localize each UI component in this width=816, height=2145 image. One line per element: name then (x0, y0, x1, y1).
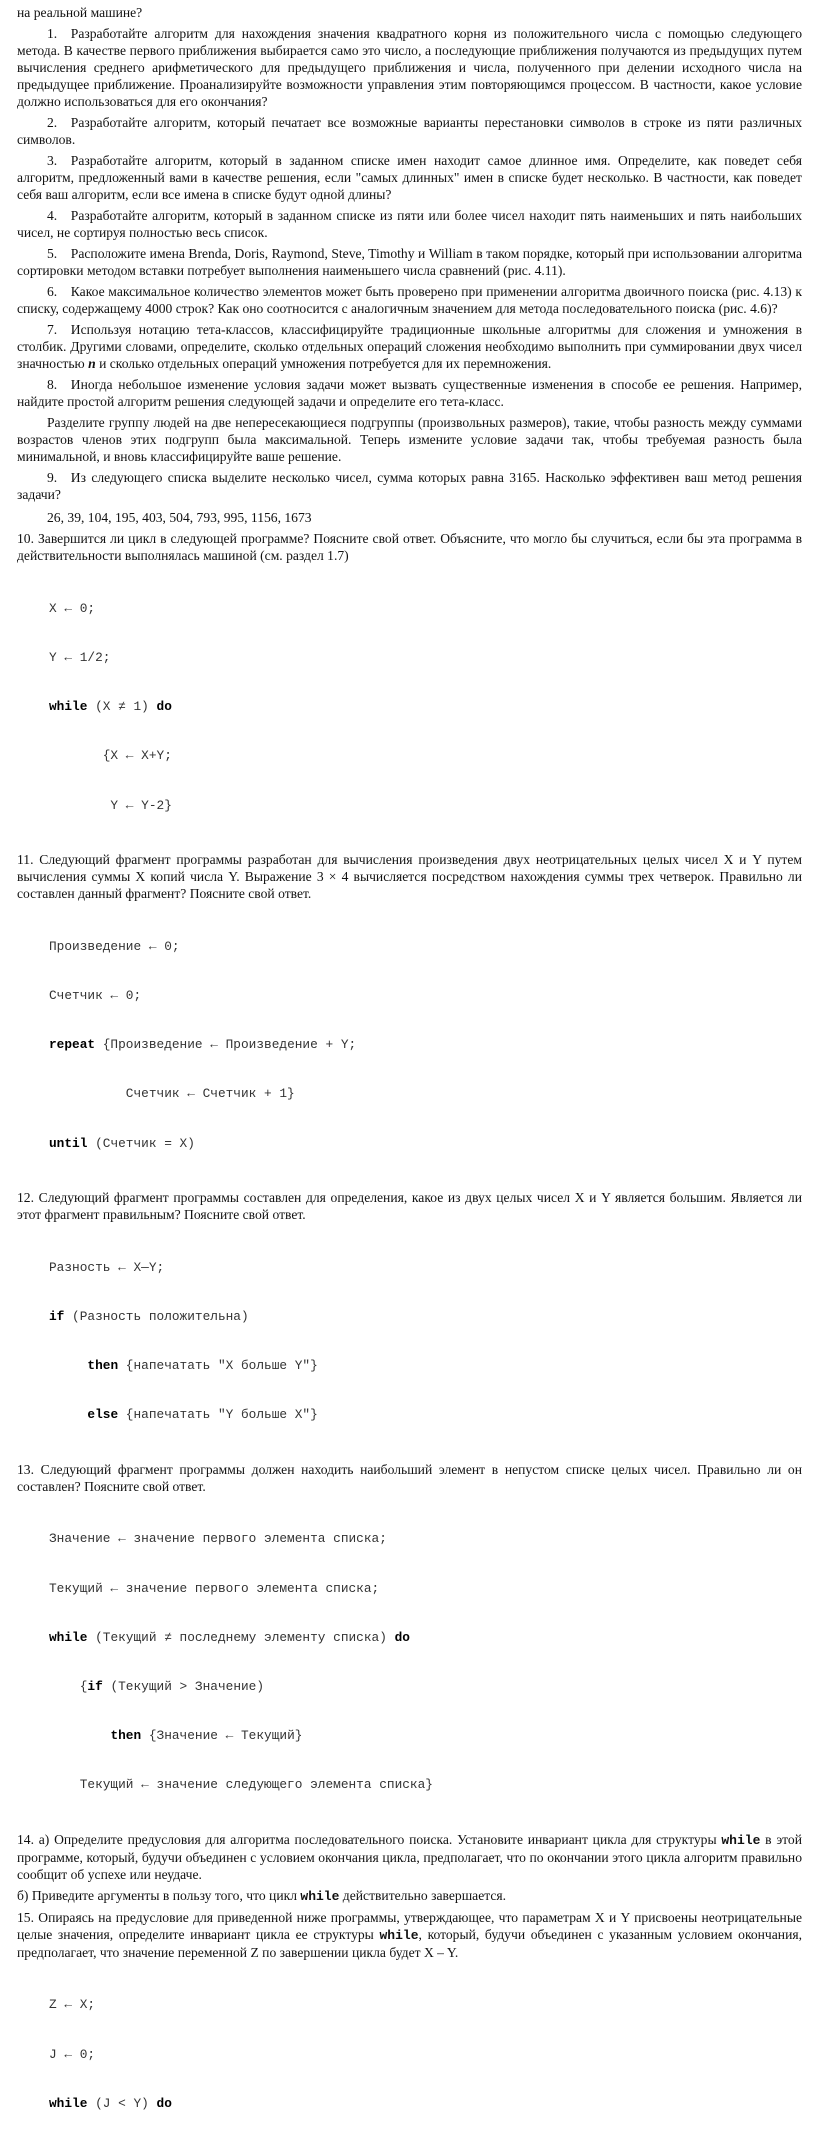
code-line: Значение ← значение первого элемента списка; (49, 1531, 387, 1547)
code-line: Счетчик ← 0; (49, 987, 142, 1003)
code-block-13 (49, 1499, 802, 1827)
code-line: while (X ≠ 1) do (49, 699, 172, 715)
keyword: do (394, 1629, 410, 1645)
code-line: until (Счетчик = X) (49, 1135, 195, 1151)
exercise-1: 1. Разработайте алгоритм для нахождения значения квадратного корня из положительного числа с помощью следующего метода. В качестве первого приближения выбирается само это число, а последующие приближения получаются из предыдущих путем вычисления среднего арифметического для предыдущего приближения и числа, полученного при делении исходного числа на предыдущее приближение. Проанализируйте возможности управления этим повторяющимся процессом. В частности, какое условие должно использоваться для его окончания? (17, 26, 802, 109)
exercise-7-text-a: 7. Используя нотацию тета-классов, классифицируйте традиционные школьные алгоритмы для сложения и умножения в столбик. Другими словами, определите, сколько отдельных операций сложения необходимо выполнить при суммировании двух чисел значностью (17, 322, 802, 371)
code-line: {if (Текущий > Значение) (49, 1678, 265, 1694)
exercise-14b: б) Приведите аргументы в пользу того, что цикл while действительно завершается. (17, 1887, 507, 1904)
code-line: if (Разность положительна) (49, 1308, 249, 1324)
keyword: then (87, 1358, 119, 1374)
keyword: if (49, 1308, 65, 1324)
exercise-11: 11. Следующий фрагмент программы разработан для вычисления произведения двух неотрицательных целых чисел X и Y путем вычисления суммы X копий числа Y. Выражение 3 × 4 вычисляется посредством нахождения суммы трех четверок. Правильно ли составлен данный фрагмент? Поясните свой ответ. (17, 851, 802, 901)
exercise-7-text-b: и сколько отдельных операций умножения потребуется для их перемножения. (95, 356, 552, 371)
code-line: repeat {Произведение ← Произведение + Y; (49, 1037, 357, 1053)
exercise-12: 12. Следующий фрагмент программы составлен для определения, какое из двух целых чисел X и Y является большим. Является ли этот фрагмент правильным? Поясните свой ответ. (17, 1189, 802, 1222)
code-line: Текущий ← значение первого элемента списка; (49, 1580, 380, 1596)
code-line: Z ← X; (49, 1997, 96, 2013)
number-list: 26, 39, 104, 195, 403, 504, 793, 995, 1156, 1673 (47, 510, 312, 525)
exercise-5: 5. Расположите имена Brenda, Doris, Raymond, Steve, Timothy и William в таком порядке, который при использовании алгоритма сортировки методом вставки потребует выполнения наименьшего числа сравнений (рис. 4.11). (17, 246, 802, 278)
exercise-3: 3. Разработайте алгоритм, который в заданном списке имен находит самое длинное имя. Определите, как поведет себя алгоритм, предложенный вами в качестве решения, если "самых длинных" имен в списке будет несколько. В частности, как поведет себя ваш алгоритм, если все имена в списке будут одной длины? (17, 153, 802, 202)
keyword: if (87, 1678, 103, 1694)
exercise-8: 8. Иногда небольшое изменение условия задачи может вызвать существенные изменения в способе ее решения. Например, найдите простой алгоритм решения следующей задачи и определите его тета-класс. (17, 377, 802, 409)
keyword: while (49, 1629, 88, 1645)
keyword: while (300, 1888, 340, 1904)
keyword: while (49, 699, 88, 715)
code-line: while (J < Y) do (49, 2095, 172, 2111)
keyword: do (156, 699, 172, 715)
code-block-10 (49, 568, 802, 847)
code-line: J ← 0; (49, 2046, 96, 2062)
code-line: Произведение ← 0; (49, 938, 180, 954)
keyword: do (156, 2095, 172, 2111)
paragraph-lead: на реальной машине? (17, 5, 143, 20)
exercise-9: 9. Из следующего списка выделите несколько чисел, сумма которых равна 3165. Насколько эффективен ваш метод решения задачи? (17, 470, 802, 502)
exercise-13: 13. Следующий фрагмент программы должен находить наибольший элемент в непустом списке целых чисел. Правильно ли он составлен? Поясните свой ответ. (17, 1461, 802, 1494)
code-line: Y ← Y-2} (49, 797, 172, 813)
code-line: else {напечатать "Y больше X"} (87, 1407, 318, 1423)
code-line: then {напечатать "X больше Y"} (87, 1358, 318, 1374)
keyword: then (110, 1728, 142, 1744)
code-line: then {Значение ← Текущий} (110, 1728, 303, 1744)
exercise-14a: 14. а) Определите предусловия для алгоритма последовательного поиска. Установите инвариант цикла для структуры while в этой программе, который, будучи объединен с условием окончания цикла, предполагает, что по окончании этого цикла алгоритм правильно сообщит об успехе или неудаче. (17, 1831, 802, 1882)
keyword: repeat (49, 1037, 96, 1053)
code-line: Y ← 1/2; (49, 650, 111, 666)
exercise-8-continued: Разделите группу людей на две непересекающиеся подгруппы (произвольных размеров), такие, чтобы разность между суммами возрастов членов этих подгрупп была максимальной. Теперь измените условие задачи так, чтобы требуемая разность была минимальной, и вновь классифицируйте ваше решение. (17, 415, 802, 464)
code-line: Разность ← X—Y; (49, 1259, 165, 1275)
exercise-7 (17, 321, 802, 372)
code-block-12 (49, 1227, 802, 1457)
keyword: while (379, 1927, 419, 1943)
keyword: while (721, 1832, 761, 1848)
keyword: else (87, 1407, 119, 1423)
code-line: while (Текущий ≠ последнему элементу списка) do (49, 1629, 410, 1645)
exercise-4: 4. Разработайте алгоритм, который в заданном списке из пяти или более чисел находит пять наименьших и пять наибольших чисел, не сортируя полностью весь список. (17, 208, 802, 240)
code-line: Текущий ← значение следующего элемента списка} (49, 1777, 433, 1793)
exercise-7-variable: n (88, 356, 96, 371)
keyword: until (49, 1135, 88, 1151)
exercise-6: 6. Какое максимальное количество элементов может быть проверено при применении алгоритма двоичного поиска (рис. 4.13) к списку, содержащему 4000 строк? Как оно соотносится с аналогичным значением для метода последовательного поиска (рис. 4.6)? (17, 284, 802, 316)
code-block-15 (49, 1965, 802, 2145)
code-block-11 (49, 906, 802, 1185)
exercise-10: 10. Завершится ли цикл в следующей программе? Поясните свой ответ. Объясните, что могло бы случиться, если бы эта программа в действительности выполнялась машиной (см. раздел 1.7) (17, 531, 802, 563)
exercise-2: 2. Разработайте алгоритм, который печатает все возможные варианты перестановки символов в строке из пяти различных символов. (17, 115, 802, 147)
code-line: X ← 0; (49, 600, 96, 616)
code-line: Счетчик ← Счетчик + 1} (49, 1086, 295, 1102)
keyword: while (49, 2095, 88, 2111)
code-line: {X ← X+Y; (49, 748, 172, 764)
exercise-15: 15. Опираясь на предусловие для приведенной ниже программы, утверждающее, что параметрам X и Y присвоены неотрицательные целые значения, определите инвариант цикла ее структуры while, который, будучи объединен с указанным условием окончания, предполагает, что значение переменной Z по завершении цикла будет X – Y. (17, 1909, 802, 1960)
